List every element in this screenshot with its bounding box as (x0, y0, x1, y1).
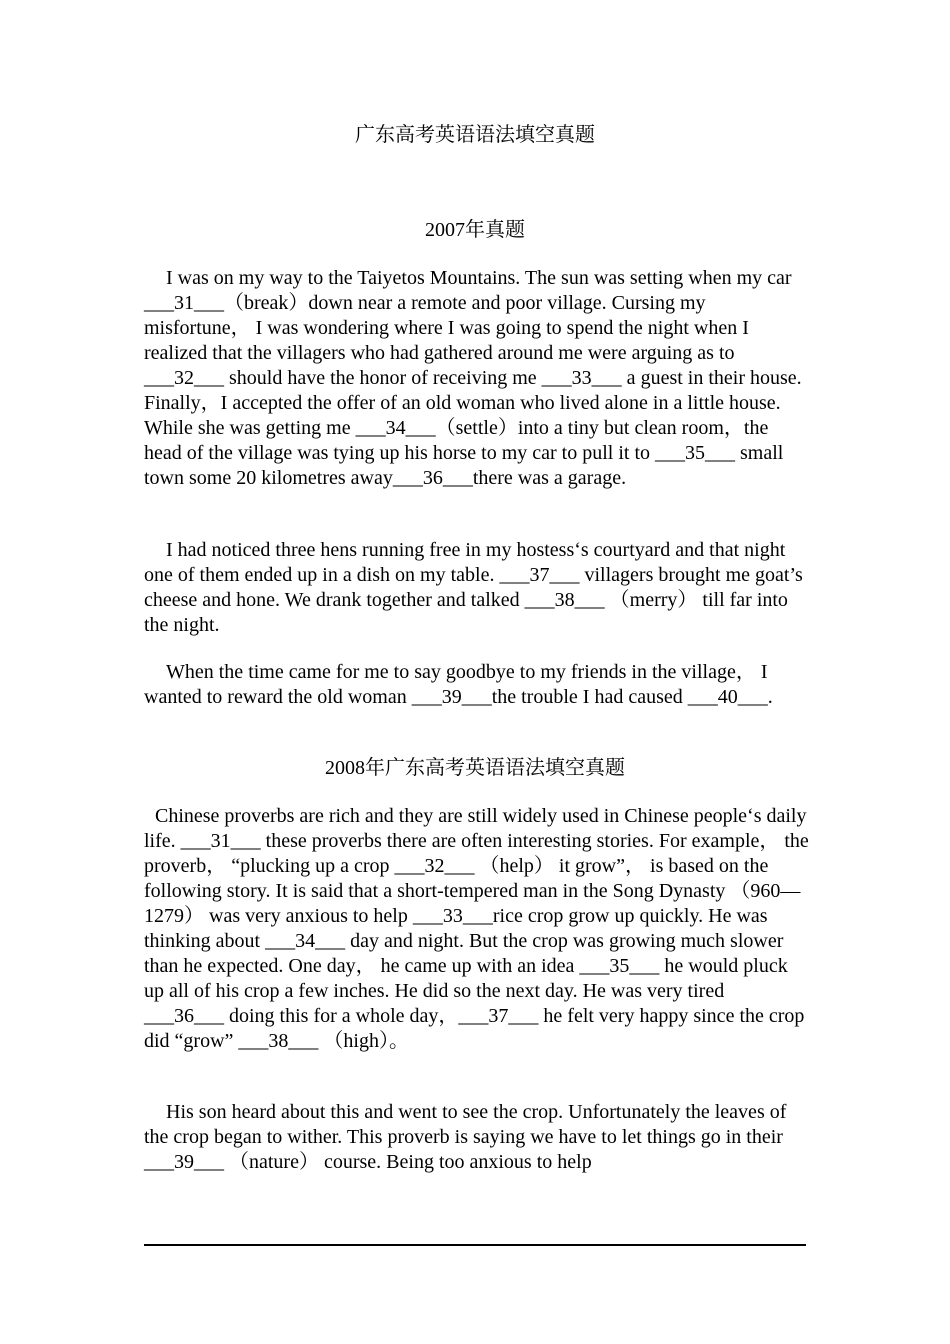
footer-divider (144, 1244, 806, 1246)
paragraph-2008-2: His son heard about this and went to see the crop. Unfortunately the leaves of the crop began to wither. This proverb is saying we have to let things go in their ___39___ （nature） course. Being too anxious to help (144, 1101, 787, 1173)
section-2007-title: 2007年真题 (425, 219, 525, 241)
section-2008-title: 2008年广东高考英语语法填空真题 (325, 757, 625, 779)
paragraph-2007-2: I had noticed three hens running free in my hostess‘s courtyard and that night one of them ended up in a dish on my table. ___37___ villagers brought me goat’s cheese and hone. We drank together and talked ___38___ （merry） till far into the night. (144, 539, 803, 636)
paragraph-2007-3: When the time came for me to say goodbye to my friends in the village， I wanted to reward the old woman ___39___the trouble I had caused ___40___. (144, 661, 773, 708)
main-title: 广东高考英语语法填空真题 (355, 124, 595, 146)
paragraph-2007-1: I was on my way to the Taiyetos Mountains. The sun was setting when my car ___31___（break）down near a remote and poor village. Cursing my misfortune， I was wondering where I was going to spend the night when I realized that the villagers who had gathered around me were arguing as to ___32___ should have the honor of receiving me ___33___ a guest in their house. Finally，I accepted the offer of an old woman who lived alone in a little house. While she was getting me ___34___（settle）into a tiny but clean room，the head of the village was tying up his horse to my car to pull it to ___35___ small town some 20 kilometres away___36___there was a garage. (144, 267, 802, 489)
paragraph-2008-1: Chinese proverbs are rich and they are still widely used in Chinese people‘s daily life. ___31___ these proverbs there are often interesting stories. For example， the proverb， “plucking up a crop ___32___ （help） it grow”， is based on the following story. It is said that a short-tempered man in the Song Dynasty （960—1279） was very anxious to help ___33___rice crop grow up quickly. He was thinking about ___34___ day and night. But the crop was growing much slower than he expected. One day， he came up with an idea ___35___ he would pluck up all of his crop a few inches. He did so the next day. He was very tired ___36___ doing this for a whole day，___37___ he felt very happy since the crop did “grow” ___38___ （high）。 (144, 805, 809, 1052)
